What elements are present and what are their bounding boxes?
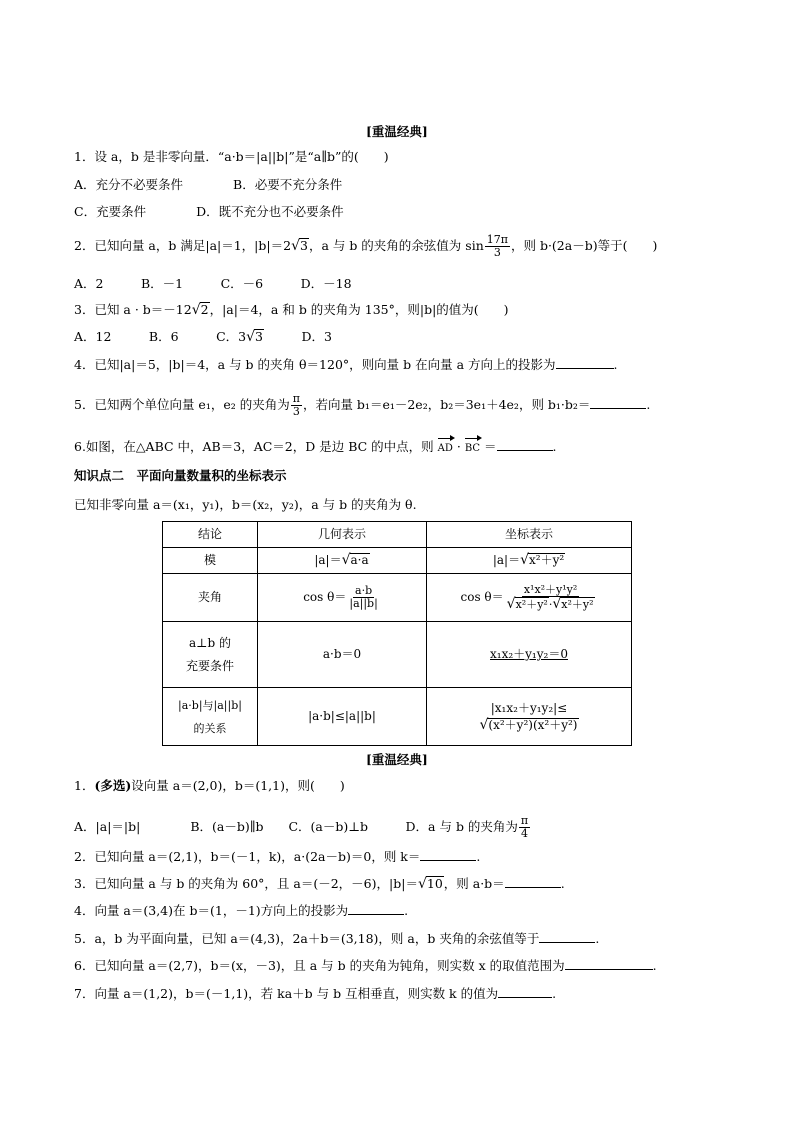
den-sqrt-b: x²＋y² <box>561 598 594 611</box>
geo-cell: a·b＝0 <box>258 622 427 688</box>
q2-text-mid: ，a 与 b 的夹角的余弦值为 sin <box>308 238 484 253</box>
radical-sign: √ <box>291 238 300 254</box>
knowledge-intro: 已知非零向量 a＝(x₁，y₁)，b＝(x₂，y₂)，a 与 b 的夹角为 θ. <box>74 497 417 512</box>
end-dot: . <box>595 931 600 946</box>
question-2-4 <box>74 903 408 919</box>
geo-fraction <box>347 585 379 610</box>
table-row <box>163 688 632 746</box>
multi-select-tag: (多选) <box>94 778 132 793</box>
frac-num: a·b <box>355 584 373 597</box>
geo-cell: |a·b|≤|a||b| <box>258 688 427 746</box>
section-title: [重温经典] <box>366 124 428 139</box>
equals-sign: ＝ <box>484 439 497 454</box>
geo-pre: cos θ＝ <box>303 590 347 604</box>
question-3 <box>74 302 509 318</box>
end-dot: . <box>404 903 409 918</box>
geo-sqrt: a·a <box>350 553 369 567</box>
coord-line: |x₁x₂＋y₁y₂|≤ <box>490 700 568 715</box>
radical-sign: √ <box>552 596 562 612</box>
q2-text-post: ，则 b·(2a－b)等于( ) <box>510 238 658 253</box>
table-header-row <box>163 522 632 548</box>
q-text: 6．已知向量 a＝(2,7)，b＝(x，－3)，且 a 与 b 的夹角为钝角，则实数 x 的取值范围为 <box>74 958 565 973</box>
geo-pre: |a|＝ <box>314 553 342 567</box>
radical-sign: √ <box>506 596 516 612</box>
table-row <box>163 622 632 688</box>
coord-pre: cos θ＝ <box>460 590 504 604</box>
answer-blank[interactable] <box>590 398 646 409</box>
row-label: 模 <box>163 548 258 574</box>
label-line: 充要条件 <box>185 658 234 673</box>
end-dot: . <box>552 986 557 1001</box>
q3-opts-post: D．3 <box>263 329 332 344</box>
coord-cell <box>427 548 632 574</box>
q3-text-pre: 3．已知 a · b＝－12 <box>74 302 192 317</box>
q2-sqrt: 3 <box>299 238 308 253</box>
coord-pre: |a|＝ <box>492 553 521 567</box>
answer-blank[interactable] <box>420 850 476 861</box>
end-dot: . <box>646 397 651 412</box>
table-row <box>163 574 632 622</box>
q5-text-pre: 5．已知两个单位向量 e₁，e₂ 的夹角为 <box>74 397 290 412</box>
question-3-options <box>74 329 332 345</box>
answer-blank[interactable] <box>556 358 614 369</box>
row-label <box>163 688 258 746</box>
question-2-5 <box>74 931 599 947</box>
question-2-1-options <box>74 815 531 840</box>
question-1-options-cd: C．充要条件 D．既不充分也不必要条件 <box>74 204 344 219</box>
q5-fraction <box>291 393 302 418</box>
q-text: 5．a，b 为平面向量，已知 a＝(4,3)，2a＋b＝(3,18)，则 a，b 夹角的余弦值等于 <box>74 931 540 946</box>
question-2-options: A．2 B．－1 C．－6 D．－18 <box>74 276 352 291</box>
end-dot: . <box>613 357 618 372</box>
coord-sqrt: x²＋y² <box>529 553 565 567</box>
radical-sign: √ <box>520 552 529 568</box>
option-d-fraction <box>519 815 530 840</box>
coord-fraction <box>505 584 597 611</box>
coord-cell <box>427 622 632 688</box>
q6-text-pre: 6.如图，在△ABC 中，AB＝3，AC＝2，D 是边 BC 的中点，则 <box>74 439 434 454</box>
answer-blank[interactable] <box>497 440 553 451</box>
row-label: 夹角 <box>163 574 258 622</box>
question-1: 1．设 a，b 是非零向量．“a·b＝|a||b|”是“a∥b”的( ) <box>74 149 389 164</box>
dot-operator: · <box>456 439 461 454</box>
question-4 <box>74 357 617 373</box>
question-6 <box>74 437 557 457</box>
end-dot: . <box>560 876 565 891</box>
frac-den: 4 <box>521 827 529 840</box>
coord-cell <box>427 574 632 622</box>
radical-sign: √ <box>417 876 427 892</box>
den-dot: · <box>548 598 553 611</box>
question-2-3 <box>74 876 565 892</box>
coord-sqrt: (x²＋y²)(x²＋y²) <box>488 717 578 732</box>
q2-frac-den: 3 <box>493 246 501 259</box>
answer-blank[interactable] <box>505 877 561 888</box>
geo-cell <box>258 574 427 622</box>
radical-sign: √ <box>341 552 351 568</box>
knowledge-heading: 知识点二 平面向量数量积的坐标表示 <box>74 468 287 483</box>
q-text: 7．向量 a＝(1,2)，b＝(－1,1)，若 ka＋b 与 b 互相垂直，则实数 k 的值为 <box>74 986 499 1001</box>
answer-blank[interactable] <box>565 959 653 970</box>
label-line: 的关系 <box>193 721 227 735</box>
coord-line <box>431 717 627 734</box>
frac-num: π <box>520 814 529 827</box>
q5-frac-num: π <box>292 392 300 405</box>
radical-sign: √ <box>479 716 489 733</box>
question-5 <box>74 393 650 418</box>
q-text-pre: 3．已知向量 a 与 b 的夹角为 60°，且 a＝(－2，－6)，|b|＝ <box>74 876 418 891</box>
q3-text-post: ，|a|＝4，a 和 b 的夹角为 135°，则|b|的值为( ) <box>209 302 509 317</box>
section-title: [重温经典] <box>366 752 428 767</box>
answer-blank[interactable] <box>498 987 552 998</box>
den-sqrt-a: x²＋y² <box>515 598 548 611</box>
label-line: |a·b|与|a||b| <box>178 698 242 712</box>
question-2-2 <box>74 849 480 865</box>
q2-text-pre: 2．已知向量 a，b 满足|a|＝1，|b|＝2 <box>74 238 292 253</box>
q2-fraction <box>485 234 510 259</box>
question-2-6 <box>74 958 657 974</box>
coord-text: x₁x₂＋y₁y₂＝0 <box>490 647 568 661</box>
end-dot: . <box>476 849 481 864</box>
end-dot: . <box>652 958 657 973</box>
answer-blank[interactable] <box>348 904 404 915</box>
frac-den: |a||b| <box>349 597 378 610</box>
label-line: a⊥b 的 <box>189 635 231 650</box>
table-row <box>163 548 632 574</box>
question-1-options-ab: A．充分不必要条件 B．必要不充分条件 <box>74 177 343 192</box>
q5-frac-den: 3 <box>292 405 300 418</box>
q-text: 4．向量 a＝(3,4)在 b＝(1，－1)方向上的投影为 <box>74 903 349 918</box>
question-2-7 <box>74 986 556 1002</box>
row-label <box>163 622 258 688</box>
q-sqrt: 10 <box>426 876 443 891</box>
q-text: 2．已知向量 a＝(2,1)，b＝(－1，k)，a·(2a－b)＝0，则 k＝ <box>74 849 421 864</box>
frac-den <box>505 597 597 611</box>
end-dot: . <box>552 439 557 454</box>
q-options: A．|a|＝|b| B．(a－b)∥b C．(a－b)⊥b D．a 与 b 的夹角为 <box>74 819 518 834</box>
question-2 <box>74 234 657 259</box>
radical-sign: √ <box>191 302 201 318</box>
q-text-post: ，则 a·b＝ <box>443 876 505 891</box>
coord-cell <box>427 688 632 746</box>
header-cell: 几何表示 <box>258 522 427 548</box>
vector-ad: AD <box>438 437 453 457</box>
geo-cell <box>258 548 427 574</box>
radical-sign: √ <box>246 329 256 345</box>
answer-blank[interactable] <box>539 932 595 943</box>
header-cell: 结论 <box>163 522 258 548</box>
q5-text-post: ，若向量 b₁＝e₁－2e₂，b₂＝3e₁＋4e₂，则 b₁·b₂＝ <box>302 397 591 412</box>
frac-num: x¹x²＋y¹y² <box>523 583 578 596</box>
q4-text: 4．已知|a|＝5，|b|＝4，a 与 b 的夹角 θ＝120°，则向量 b 在向量 a 方向上的投影为 <box>74 357 556 372</box>
q-num: 1． <box>74 778 95 793</box>
q3-sqrt: 2 <box>200 302 209 317</box>
question-2-1 <box>74 778 345 794</box>
q-text: 设向量 a＝(2,0)，b＝(1,1)，则( ) <box>131 778 345 793</box>
vector-bc: BC <box>465 437 480 457</box>
q2-frac-num: 17π <box>486 233 508 246</box>
coordinate-table <box>162 521 632 746</box>
q3-opts-pre: A．12 B．6 C．3 <box>74 329 247 344</box>
q3-opts-sqrt: 3 <box>255 329 263 344</box>
header-cell: 坐标表示 <box>427 522 632 548</box>
